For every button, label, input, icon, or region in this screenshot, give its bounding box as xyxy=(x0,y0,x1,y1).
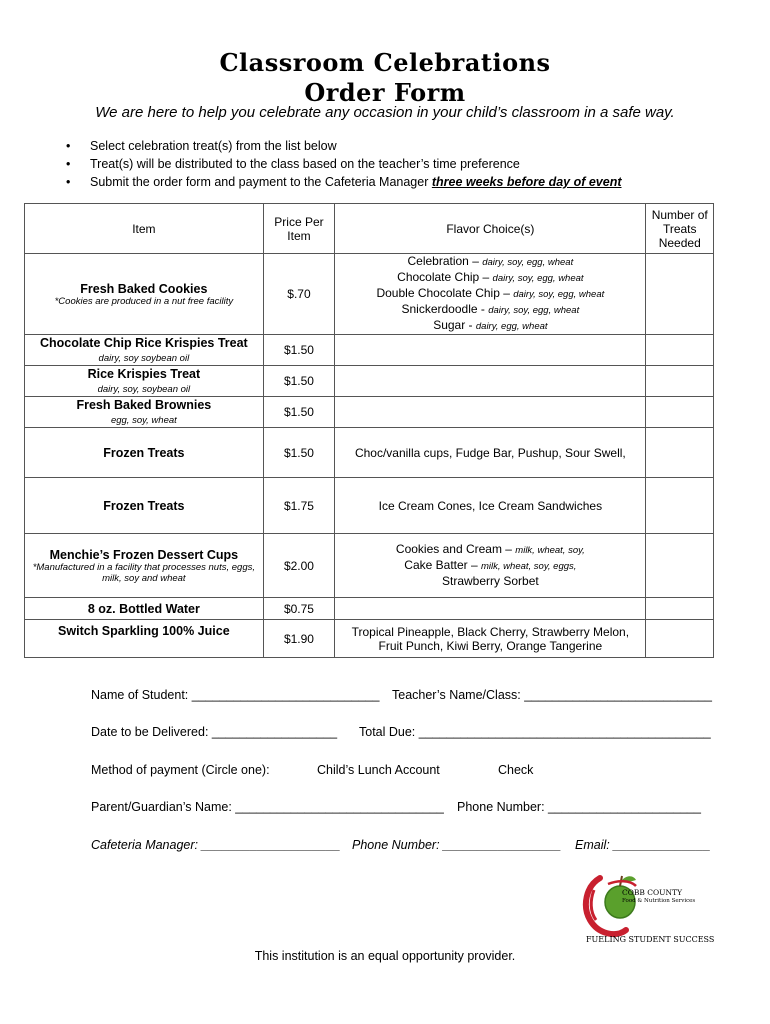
logo-org-name: COBB COUNTY xyxy=(622,888,683,897)
table-row xyxy=(25,620,714,658)
payment-method-label: Method of payment (Circle one): xyxy=(91,763,270,777)
table-row xyxy=(25,335,714,366)
flavor-cell xyxy=(335,397,646,428)
flavor-cell xyxy=(335,335,646,366)
instruction-item: • Treat(s) will be distributed to the class based on the teacher’s time preference xyxy=(66,155,622,173)
header-price: Price Per Item xyxy=(263,204,335,254)
cobb-county-logo xyxy=(582,860,715,950)
quantity-cell[interactable] xyxy=(646,428,714,478)
table-row xyxy=(25,254,714,335)
order-table xyxy=(24,203,714,658)
quantity-cell[interactable] xyxy=(646,397,714,428)
header-flavor: Flavor Choice(s) xyxy=(335,204,646,254)
quantity-cell[interactable] xyxy=(646,598,714,620)
footer-statement: This institution is an equal opportunity provider. xyxy=(254,949,516,963)
manager-phone-field[interactable]: Phone Number: _________________ xyxy=(352,838,562,852)
item-cell: Switch Sparkling 100% Juice xyxy=(25,620,264,658)
item-cell: Rice Krispies Treat dairy, soy, soybean oil xyxy=(25,366,264,397)
price-cell: $1.75 xyxy=(263,478,335,534)
price-cell: $1.50 xyxy=(263,428,335,478)
quantity-cell[interactable] xyxy=(646,254,714,335)
table-row xyxy=(25,534,714,598)
quantity-cell[interactable] xyxy=(646,478,714,534)
price-cell: $1.50 xyxy=(263,397,335,428)
price-cell: $1.50 xyxy=(263,335,335,366)
teacher-name-field[interactable]: Teacher’s Name/Class: ___________________________ xyxy=(392,688,712,702)
table-row xyxy=(25,366,714,397)
quantity-cell[interactable] xyxy=(646,620,714,658)
price-cell: $.70 xyxy=(263,254,335,335)
header-number-needed: Number of Treats Needed xyxy=(646,204,714,254)
delivery-date-field[interactable]: Date to be Delivered: __________________ xyxy=(91,725,338,739)
flavor-cell: Ice Cream Cones, Ice Cream Sandwiches xyxy=(335,478,646,534)
item-cell: Fresh Baked Cookies *Cookies are produced in a nut free facility xyxy=(25,254,264,335)
flavor-cell: Celebration – dairy, soy, egg, wheat Chocolate Chip – dairy, soy, egg, wheat Double Chocolate Chip – dairy, soy, egg, wheat Snickerdoodle - dairy, soy, egg, wheat Sugar - dairy, egg, wheat xyxy=(335,254,646,335)
flavor-cell: Choc/vanilla cups, Fudge Bar, Pushup, Sour Swell, xyxy=(335,428,646,478)
table-row xyxy=(25,428,714,478)
price-cell: $2.00 xyxy=(263,534,335,598)
total-due-field[interactable]: Total Due: __________________________________________ xyxy=(359,725,711,739)
price-cell: $1.90 xyxy=(263,620,335,658)
guardian-phone-field[interactable]: Phone Number: ______________________ xyxy=(457,800,701,814)
flavor-cell xyxy=(335,366,646,397)
item-cell: Chocolate Chip Rice Krispies Treat dairy, soy soybean oil xyxy=(25,335,264,366)
item-cell: Fresh Baked Brownies egg, soy, wheat xyxy=(25,397,264,428)
form-title: Classroom Celebrations xyxy=(219,48,551,77)
manager-email-field[interactable]: Email: ______________ xyxy=(575,838,711,852)
instruction-item: • Select celebration treat(s) from the list below xyxy=(66,137,622,155)
payment-option-check[interactable]: Check xyxy=(498,763,534,777)
item-cell: Menchie’s Frozen Dessert Cups *Manufactured in a facility that processes nuts, eggs, milk, soy and wheat xyxy=(25,534,264,598)
quantity-cell[interactable] xyxy=(646,366,714,397)
table-row xyxy=(25,397,714,428)
price-cell: $1.50 xyxy=(263,366,335,397)
deadline-text: three weeks before day of event xyxy=(431,175,622,189)
header-item: Item xyxy=(25,204,264,254)
logo-tagline: FUELING STUDENT SUCCESS xyxy=(586,935,715,944)
flavor-cell: Tropical Pineapple, Black Cherry, Strawberry Melon, Fruit Punch, Kiwi Berry, Orange Tangerine xyxy=(335,620,646,658)
item-cell: Frozen Treats xyxy=(25,478,264,534)
table-row xyxy=(25,478,714,534)
price-cell: $0.75 xyxy=(263,598,335,620)
student-name-field[interactable]: Name of Student: ___________________________ xyxy=(91,688,380,702)
quantity-cell[interactable] xyxy=(646,534,714,598)
subtitle: We are here to help you celebrate any occasion in your child’s classroom in a safe way. xyxy=(95,104,675,121)
flavor-cell: Cookies and Cream – milk, wheat, soy, Cake Batter – milk, wheat, soy, eggs, Strawberry Sorbet xyxy=(335,534,646,598)
item-cell: 8 oz. Bottled Water xyxy=(25,598,264,620)
instruction-item: • Submit the order form and payment to the Cafeteria Manager three weeks before day of event xyxy=(66,173,622,191)
table-row xyxy=(25,598,714,620)
cafeteria-manager-field[interactable]: Cafeteria Manager: ____________________ xyxy=(91,838,341,852)
item-cell: Frozen Treats xyxy=(25,428,264,478)
payment-option-lunch-account[interactable]: Child’s Lunch Account xyxy=(317,763,440,777)
instruction-list xyxy=(66,137,622,191)
quantity-cell[interactable] xyxy=(646,335,714,366)
guardian-name-field[interactable]: Parent/Guardian’s Name: ______________________________ xyxy=(91,800,444,814)
logo-org-sub: Food & Nutrition Services xyxy=(622,898,696,904)
form-title-line2: Order Form xyxy=(304,78,466,107)
flavor-cell xyxy=(335,598,646,620)
